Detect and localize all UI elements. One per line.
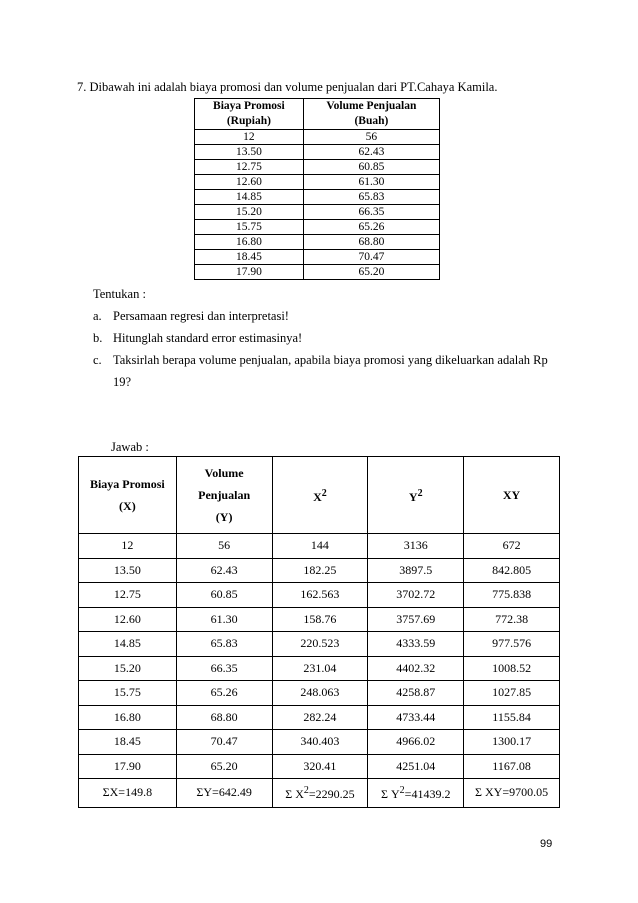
cell-y-squared: 4333.59 — [368, 632, 464, 657]
cell-volume: 56 — [303, 130, 439, 145]
header-x-squared: $X^2$ — [272, 457, 368, 534]
cell-y-squared: 4966.02 — [368, 730, 464, 755]
cell-xy: 842.805 — [464, 558, 560, 583]
cell-biaya: 18.45 — [195, 250, 304, 265]
cell-x-squared: 282.24 — [272, 705, 368, 730]
cell-y-squared: 3757.69 — [368, 607, 464, 632]
cell-x: 12 — [79, 534, 177, 559]
cell-y-squared: 4402.32 — [368, 656, 464, 681]
cell-volume: 65.20 — [303, 265, 439, 280]
cell-biaya: 14.85 — [195, 190, 304, 205]
cell-y: 68.80 — [176, 705, 272, 730]
cell-volume: 60.85 — [303, 160, 439, 175]
item-b-text: Hitunglah standard error estimasinya! — [113, 331, 303, 345]
item-b-label: b. — [93, 331, 103, 345]
cell-y: 60.85 — [176, 583, 272, 608]
cell-y: 61.30 — [176, 607, 272, 632]
cell-xy: 977.576 — [464, 632, 560, 657]
cell-y-squared: 3702.72 — [368, 583, 464, 608]
cell-x-squared: 220.523 — [272, 632, 368, 657]
cell-y-squared: 3136 — [368, 534, 464, 559]
data-table — [194, 98, 440, 280]
table-row — [79, 656, 560, 681]
cell-y: 70.47 — [176, 730, 272, 755]
page-number: 99 — [540, 838, 553, 850]
table-row — [79, 705, 560, 730]
cell-x: 13.50 — [79, 558, 177, 583]
totals-row — [79, 779, 560, 808]
cell-xy: 1008.52 — [464, 656, 560, 681]
table-row — [195, 265, 440, 280]
cell-biaya: 12 — [195, 130, 304, 145]
cell-biaya: 13.50 — [195, 145, 304, 160]
cell-xy: 775.838 — [464, 583, 560, 608]
cell-x-squared: 320.41 — [272, 754, 368, 779]
table-row — [195, 250, 440, 265]
cell-y-squared: 4258.87 — [368, 681, 464, 706]
table-row — [195, 160, 440, 175]
cell-xy: 672 — [464, 534, 560, 559]
cell-y: 66.35 — [176, 656, 272, 681]
cell-x-squared: 158.76 — [272, 607, 368, 632]
header-y-squared: $Y^2$ — [368, 457, 464, 534]
cell-x: 18.45 — [79, 730, 177, 755]
cell-x-squared: 340.403 — [272, 730, 368, 755]
item-c-text: Taksirlah berapa volume penjualan, apabila biaya promosi yang dikeluarkan adalah Rp — [113, 353, 548, 367]
table-row — [79, 607, 560, 632]
table-row — [195, 130, 440, 145]
cell-x-squared: 231.04 — [272, 656, 368, 681]
cell-biaya: 17.90 — [195, 265, 304, 280]
cell-xy: 1167.08 — [464, 754, 560, 779]
table-row — [79, 754, 560, 779]
cell-volume: 65.26 — [303, 220, 439, 235]
cell-x: 12.75 — [79, 583, 177, 608]
tentukan-label: Tentukan : — [93, 287, 146, 301]
cell-volume: 65.83 — [303, 190, 439, 205]
table-row — [195, 220, 440, 235]
header-volume-penjualan: Volume Penjualan (Buah) — [303, 99, 439, 130]
table-row — [79, 632, 560, 657]
question-text: Dibawah ini adalah biaya promosi dan volume penjualan dari PT.Cahaya Kamila. — [89, 80, 498, 94]
cell-xy: 772.38 — [464, 607, 560, 632]
cell-y-squared: 3897.5 — [368, 558, 464, 583]
jawab-label: Jawab : — [111, 440, 149, 454]
cell-y: 65.26 — [176, 681, 272, 706]
cell-x-squared: 162.563 — [272, 583, 368, 608]
item-a-text: Persamaan regresi dan interpretasi! — [113, 309, 289, 323]
cell-volume: 61.30 — [303, 175, 439, 190]
total-x: ΣX=149.8 — [79, 779, 177, 808]
item-c-continuation: 19? — [113, 375, 132, 389]
cell-y: 56 — [176, 534, 272, 559]
header-x: Biaya Promosi (X) — [79, 457, 177, 534]
total-xy: Σ XY=9700.05 — [464, 779, 560, 808]
cell-x: 17.90 — [79, 754, 177, 779]
cell-x-squared: 144 — [272, 534, 368, 559]
cell-biaya: 15.75 — [195, 220, 304, 235]
header-xy: XY — [464, 457, 560, 534]
cell-volume: 68.80 — [303, 235, 439, 250]
table-row — [79, 681, 560, 706]
cell-x-squared: 248.063 — [272, 681, 368, 706]
cell-x-squared: 182.25 — [272, 558, 368, 583]
question-number: 7. — [77, 80, 87, 94]
cell-biaya: 12.60 — [195, 175, 304, 190]
total-y: ΣY=642.49 — [176, 779, 272, 808]
cell-y: 65.20 — [176, 754, 272, 779]
cell-xy: 1300.17 — [464, 730, 560, 755]
total-y-squared: Σ $Y^2=41439.2$ — [368, 779, 464, 808]
table-row — [195, 190, 440, 205]
total-x-squared: Σ $X^2=2290.25$ — [272, 779, 368, 808]
table-row — [79, 534, 560, 559]
cell-xy: 1027.85 — [464, 681, 560, 706]
cell-biaya: 15.20 — [195, 205, 304, 220]
item-a-label: a. — [93, 309, 102, 323]
cell-x: 15.75 — [79, 681, 177, 706]
calculation-table-body — [79, 534, 560, 779]
table-row — [79, 558, 560, 583]
cell-biaya: 16.80 — [195, 235, 304, 250]
table-row — [195, 175, 440, 190]
table-row — [195, 145, 440, 160]
item-c-label: c. — [93, 353, 102, 367]
cell-y-squared: 4733.44 — [368, 705, 464, 730]
cell-y: 62.43 — [176, 558, 272, 583]
cell-xy: 1155.84 — [464, 705, 560, 730]
question-intro — [77, 80, 497, 95]
table-row — [79, 583, 560, 608]
header-y: Volume Penjualan (Y) — [176, 457, 272, 534]
cell-x: 14.85 — [79, 632, 177, 657]
cell-x: 12.60 — [79, 607, 177, 632]
header-biaya-promosi: Biaya Promosi (Rupiah) — [195, 99, 304, 130]
cell-x: 16.80 — [79, 705, 177, 730]
cell-y: 65.83 — [176, 632, 272, 657]
cell-y-squared: 4251.04 — [368, 754, 464, 779]
data-table-body — [195, 130, 440, 280]
cell-volume: 62.43 — [303, 145, 439, 160]
calculation-table — [78, 456, 560, 808]
cell-x: 15.20 — [79, 656, 177, 681]
table-row — [79, 730, 560, 755]
cell-volume: 66.35 — [303, 205, 439, 220]
table-row — [195, 205, 440, 220]
cell-volume: 70.47 — [303, 250, 439, 265]
table-row — [195, 235, 440, 250]
cell-biaya: 12.75 — [195, 160, 304, 175]
